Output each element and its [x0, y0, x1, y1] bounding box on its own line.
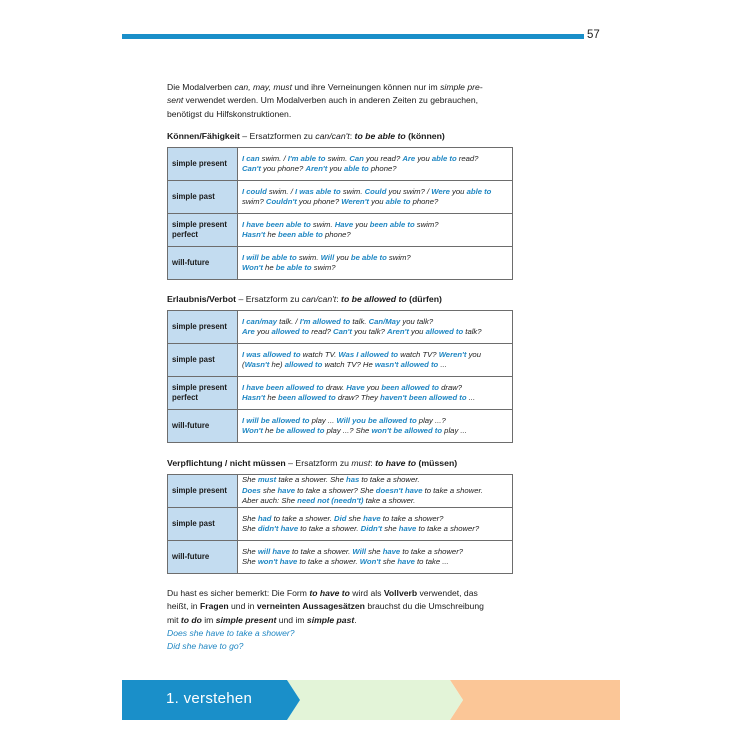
heading-text: :: [336, 294, 342, 304]
heading-form: to be able to: [354, 131, 406, 141]
heading-form: to have to: [375, 458, 417, 468]
table-row: [168, 508, 513, 541]
table-verpflichtung: [167, 474, 513, 574]
table-row: [168, 214, 513, 247]
intro-italic: can, may, must: [234, 82, 292, 92]
table-koennen: [167, 147, 513, 280]
table-row: [168, 475, 513, 508]
tense-label: simple past: [168, 344, 238, 377]
page-number: 57: [587, 29, 600, 41]
section-heading-erlaubnis: [167, 294, 442, 304]
table-erlaubnis: [167, 310, 513, 443]
intro-paragraph: [167, 81, 517, 121]
tense-label: simple present perfect: [168, 214, 238, 247]
example-cell: She had to take a shower. Did she have to take a shower? She didn't have to take a shower. Didn't she have to take a shower?: [238, 508, 513, 541]
heading-text: – Ersatzform zu: [236, 294, 302, 304]
example-cell: I have been allowed to draw. Have you been allowed to draw? Hasn't he been allowed to draw? They haven't been allowed to ...: [238, 377, 513, 410]
tense-label: will-future: [168, 541, 238, 574]
tense-label: will-future: [168, 247, 238, 280]
heading-text: – Ersatzformen zu: [239, 131, 316, 141]
table-row: [168, 344, 513, 377]
table-row: [168, 377, 513, 410]
example-cell: I will be allowed to play ... Will you be allowed to play ...? Won't he be allowed to play ...? She won't be allowed to play ...: [238, 410, 513, 443]
example-cell: I can/may talk. / I'm allowed to talk. Can/May you talk? Are you allowed to read? Can't you talk? Aren't you allowed to talk?: [238, 311, 513, 344]
heading-bold: Verpflichtung / nicht müssen: [167, 458, 286, 468]
heading-form: to be allowed to: [341, 294, 407, 304]
example-question: Does she have to take a shower?: [167, 627, 295, 638]
table-row: [168, 541, 513, 574]
example-question: Did she have to go?: [167, 641, 244, 652]
heading-paren: (können): [405, 131, 445, 141]
heading-text: – Ersatzform zu: [285, 458, 352, 468]
tense-label: will-future: [168, 410, 238, 443]
heading-modal: can/can't: [301, 294, 337, 304]
table-row: [168, 148, 513, 181]
intro-italic: sent: [167, 95, 184, 106]
heading-modal: can/can't: [315, 131, 350, 141]
example-cell: I have been able to swim. Have you been able to swim? Hasn't he been able to phone?: [238, 214, 513, 247]
heading-bold: Können/Fähigkeit: [167, 131, 240, 141]
intro-text: Die Modalverben: [167, 82, 235, 92]
banner-segment-green: [287, 680, 463, 720]
banner-segment-orange: [450, 680, 620, 720]
heading-modal: must: [351, 458, 371, 468]
heading-text: :: [370, 458, 376, 468]
heading-paren: (müssen): [416, 458, 458, 468]
table-row: [168, 181, 513, 214]
tense-label: simple past: [168, 181, 238, 214]
heading-bold: Erlaubnis/Verbot: [167, 294, 237, 304]
table-row: [168, 311, 513, 344]
heading-text: :: [349, 131, 355, 141]
intro-text: und ihre Verneinungen können nur im: [292, 82, 441, 92]
tense-label: simple present: [168, 475, 238, 508]
chapter-banner: [122, 680, 620, 720]
intro-italic: simple pre-: [440, 82, 483, 92]
heading-paren: (dürfen): [406, 294, 442, 304]
example-cell: I could swim. / I was able to swim. Could you swim? / Were you able to swim? Couldn't you phone? Weren't you able to phone?: [238, 181, 513, 214]
example-cell: I can swim. / I'm able to swim. Can you read? Are you able to read? Can't you phone? Aren't you able to phone?: [238, 148, 513, 181]
intro-text: verwendet werden. Um Modalverben auch in anderen Zeiten zu gebrauchen,: [183, 95, 479, 106]
section-heading-verpflichtung: [167, 458, 457, 468]
tense-label: simple past: [168, 508, 238, 541]
closing-paragraph: Du hast es sicher bemerkt: Die Form to have to wird als Vollverb verwendet, das heißt, in Fragen und in verneinten Aussagesätzen brauchst du die Umschreibung mit to do im simple present und im simple past. Does she have to take a shower? Did she have to go?: [167, 588, 484, 652]
table-row: [168, 410, 513, 443]
banner-label: 1. verstehen: [166, 690, 253, 707]
example-cell: I will be able to swim. Will you be able to swim? Won't he be able to swim?: [238, 247, 513, 280]
tense-label: simple present: [168, 311, 238, 344]
top-accent-bar: [122, 34, 584, 39]
example-cell: She will have to take a shower. Will she have to take a shower? She won't have to take a shower. Won't she have to take ...: [238, 541, 513, 574]
tense-label: simple present: [168, 148, 238, 181]
example-cell: She must take a shower. She has to take a shower. Does she have to take a shower? She doesn't have to take a shower. Aber auch: She need not (needn't) take a shower.: [238, 475, 513, 508]
tense-label: simple present perfect: [168, 377, 238, 410]
table-row: [168, 247, 513, 280]
intro-text: benötigst du Hilfskonstruktionen.: [167, 108, 292, 119]
example-cell: I was allowed to watch TV. Was I allowed to watch TV? Weren't you (Wasn't he) allowed to watch TV? He wasn't allowed to ...: [238, 344, 513, 377]
section-heading-koennen: [167, 131, 445, 141]
